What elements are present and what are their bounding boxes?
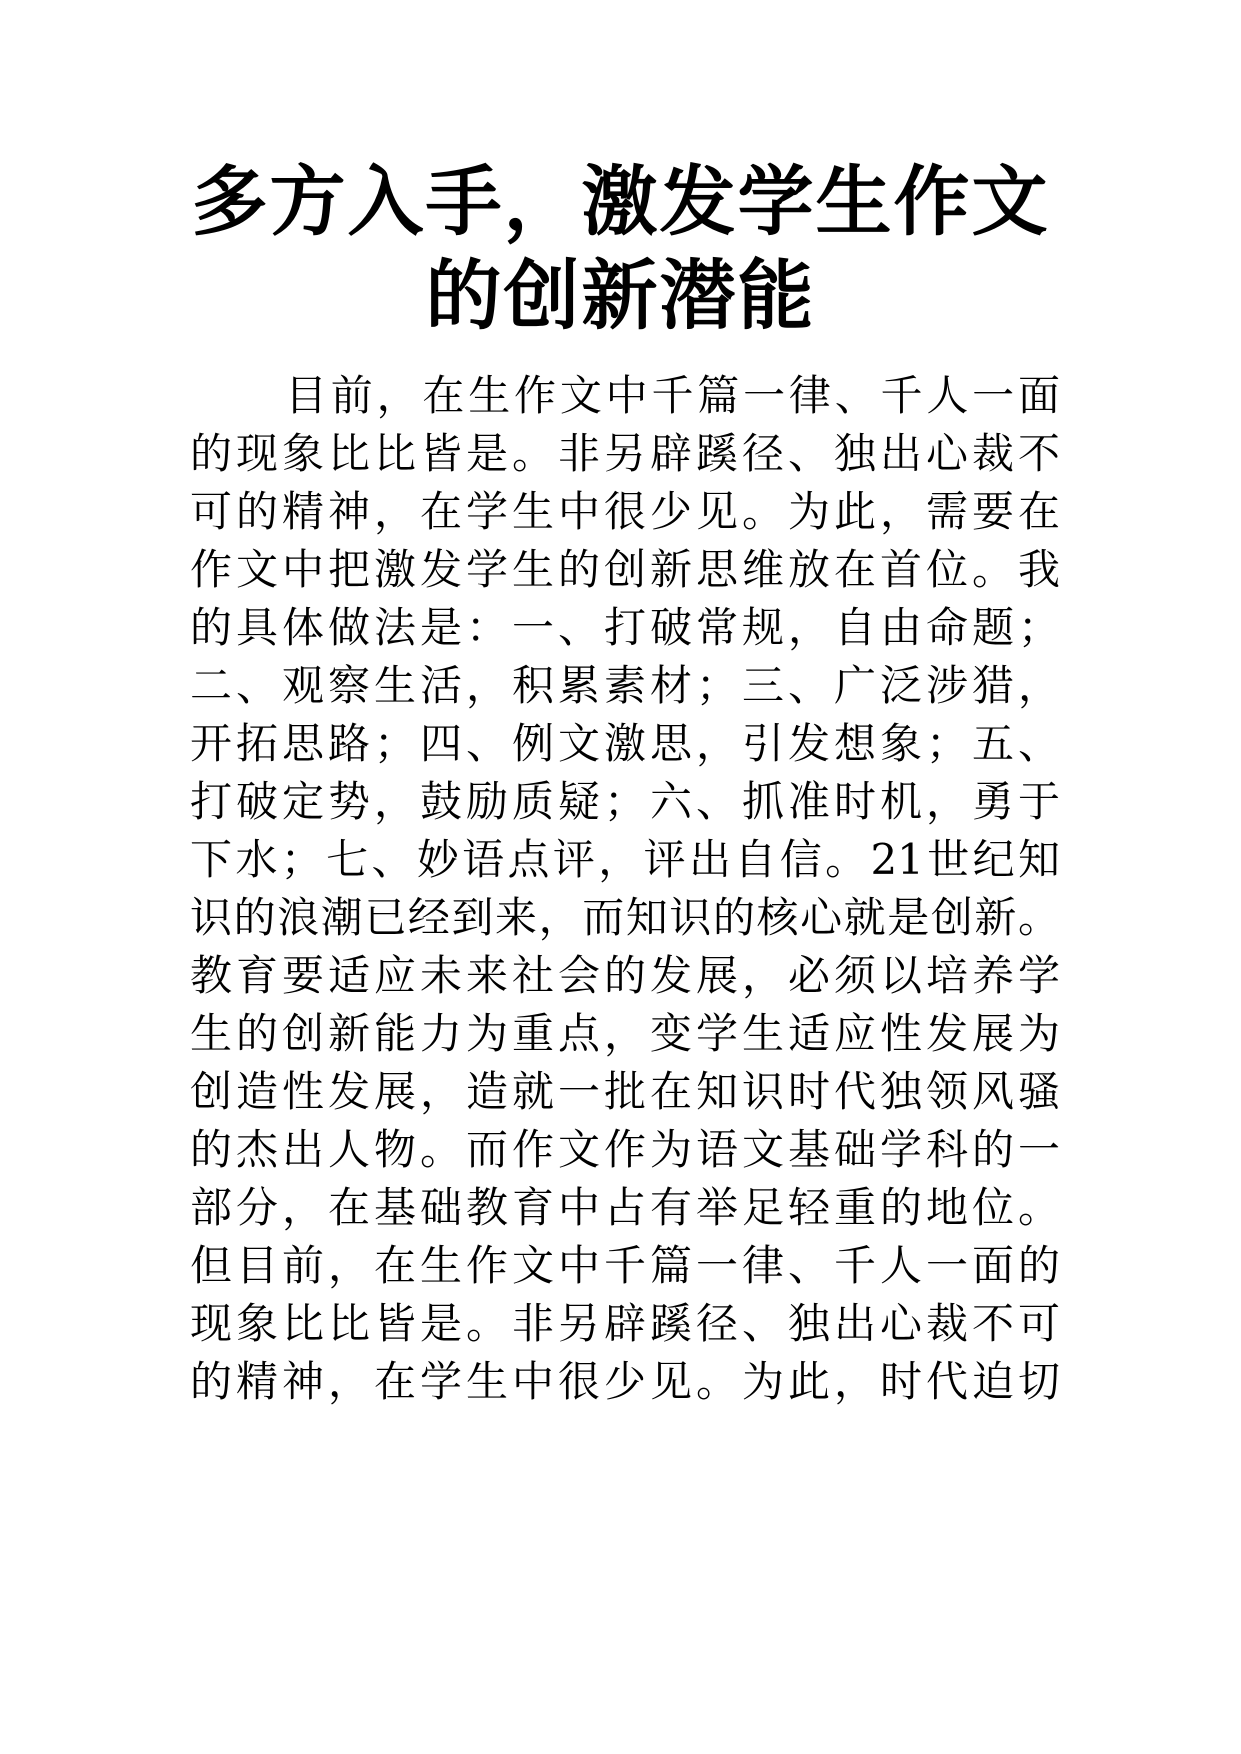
body-line: 的精神，在学生中很少见。为此，时代迫切 xyxy=(190,1357,1060,1406)
body-line: 的具体做法是：一、打破常规，自由命题； xyxy=(190,603,1060,652)
document-title-line-1: 多方入手，激发学生作文 xyxy=(191,157,1050,246)
body-line: 识的浪潮已经到来，而知识的核心就是创新。 xyxy=(190,893,1060,942)
document-title-line-2: 的创新潜能 xyxy=(425,251,816,340)
body-line: 部分，在基础教育中占有举足轻重的地位。 xyxy=(190,1183,1060,1232)
body-line: 下水；七、妙语点评，评出自信。21世纪知 xyxy=(190,835,1060,884)
body-line: 教育要适应未来社会的发展，必须以培养学 xyxy=(190,951,1060,1000)
body-line: 现象比比皆是。非另辟蹊径、独出心裁不可 xyxy=(190,1299,1060,1348)
body-line: 的现象比比皆是。非另辟蹊径、独出心裁不 xyxy=(190,429,1060,478)
body-line: 的杰出人物。而作文作为语文基础学科的一 xyxy=(190,1125,1060,1174)
body-line: 二、观察生活，积累素材；三、广泛涉猎， xyxy=(190,661,1060,710)
body-line: 生的创新能力为重点，变学生适应性发展为 xyxy=(190,1009,1060,1058)
body-line: 可的精神，在学生中很少见。为此，需要在 xyxy=(190,487,1060,536)
body-line: 作文中把激发学生的创新思维放在首位。我 xyxy=(190,545,1060,594)
body-line: 打破定势，鼓励质疑；六、抓准时机，勇于 xyxy=(190,777,1060,826)
body-line: 创造性发展，造就一批在知识时代独领风骚 xyxy=(190,1067,1060,1116)
body-line: 开拓思路；四、例文激思，引发想象；五、 xyxy=(190,719,1060,768)
body-line: 目前，在生作文中千篇一律、千人一面 xyxy=(285,371,1060,420)
body-line: 但目前，在生作文中千篇一律、千人一面的 xyxy=(190,1241,1060,1290)
